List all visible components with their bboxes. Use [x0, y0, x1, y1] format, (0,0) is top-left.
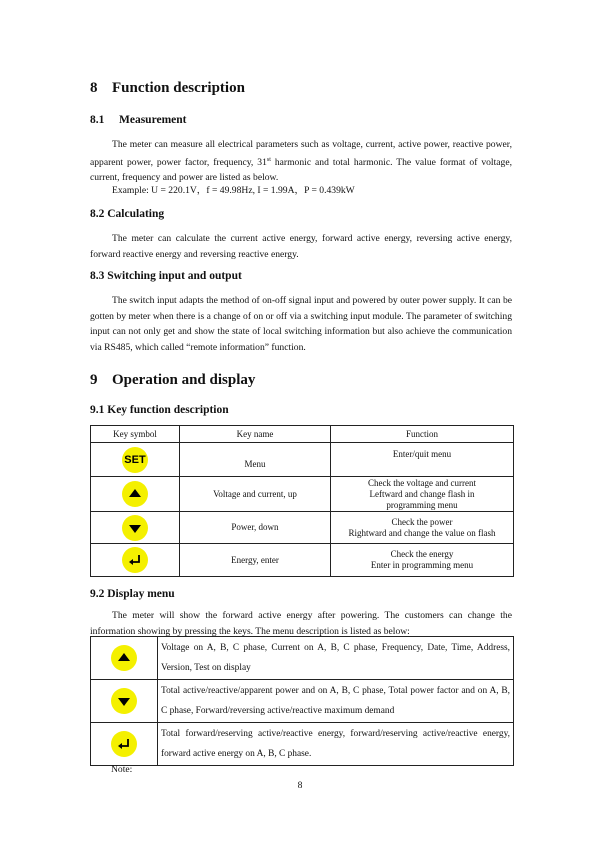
key-name-cell: Voltage and current, up — [180, 477, 331, 512]
section-8-1-heading — [90, 114, 187, 126]
table-header-row — [91, 426, 514, 443]
display-menu-table — [90, 636, 514, 766]
key-function-table — [90, 425, 514, 577]
menu-description-cell: Total active/reactive/apparent power and on A, B, C phase, Total power factor and on A, B, C phase, Forward/reversing active/reactive maximum demand — [158, 680, 514, 723]
section-9-1-heading: 9.1 Key function description — [90, 404, 229, 416]
up-arrow-key-icon — [111, 645, 137, 671]
section-8-3-heading: 8.3 Switching input and output — [90, 270, 242, 282]
function-cell: Check the power Rightward and change the value on flash — [331, 512, 514, 544]
section-8-2-heading: 8.2 Calculating — [90, 208, 165, 220]
enter-key-icon — [111, 731, 137, 757]
function-cell: Check the energy Enter in programming menu — [331, 544, 514, 577]
section-number: 9 — [90, 372, 98, 388]
menu-description-cell: Voltage on A, B, C phase, Current on A, B, C phase, Frequency, Date, Time, Address, Version, Test on display — [158, 637, 514, 680]
key-symbol-cell — [91, 477, 180, 512]
table-row — [91, 443, 514, 477]
note-label: Note: — [111, 764, 133, 775]
key-symbol-cell — [91, 723, 158, 766]
page-number: 8 — [297, 780, 303, 791]
table-row — [91, 680, 514, 723]
section-8-heading — [90, 80, 245, 97]
table-row — [91, 544, 514, 577]
column-header: Key name — [180, 426, 331, 443]
table-row — [91, 477, 514, 512]
enter-key-icon — [122, 547, 148, 573]
section-9-2-heading: 9.2 Display menu — [90, 588, 175, 600]
up-arrow-key-icon — [122, 481, 148, 507]
section-title: Function description — [112, 80, 245, 96]
measurement-example: Example: U = 220.1V，f = 49.98Hz, I = 1.99A，P = 0.439kW — [112, 185, 355, 196]
key-name-cell: Energy, enter — [180, 544, 331, 577]
down-arrow-key-icon — [111, 688, 137, 714]
key-symbol-cell — [91, 544, 180, 577]
key-name-cell: Power, down — [180, 512, 331, 544]
key-symbol-cell — [91, 443, 180, 477]
key-symbol-cell — [91, 680, 158, 723]
measurement-paragraph: The meter can measure all electrical parameters such as voltage, current, active power, reactive power, apparent power, power factor, frequency, 31st harmonic and total harmonic. The value format of voltage, current, frequency and power are listed as below. — [90, 139, 512, 184]
key-symbol-cell — [91, 637, 158, 680]
set-key-icon: SET — [122, 447, 148, 473]
section-9-heading — [90, 372, 255, 389]
menu-description-cell: Total forward/reserving active/reactive energy, forward/reserving active/reactive energy, forward active energy on A, B, C phase. — [158, 723, 514, 766]
table-row — [91, 512, 514, 544]
calculating-paragraph: The meter can calculate the current active energy, forward active energy, reversing active energy, forward reactive energy and reversing reactive energy. — [90, 233, 512, 260]
table-row — [91, 637, 514, 680]
column-header: Key symbol — [91, 426, 180, 443]
subsection-title: Measurement — [119, 114, 187, 126]
key-symbol-cell — [91, 512, 180, 544]
column-header: Function — [331, 426, 514, 443]
function-cell: Check the voltage and current Leftward and change flash in programming menu — [331, 477, 514, 512]
section-title: Operation and display — [112, 372, 256, 388]
down-arrow-key-icon — [122, 515, 148, 541]
table-row — [91, 723, 514, 766]
section-number: 8 — [90, 80, 98, 96]
subsection-number: 8.1 — [90, 114, 105, 126]
switching-paragraph: The switch input adapts the method of on-off signal input and powered by outer power supply. It can be gotten by meter when there is a change of on or off via a switching input module. The parameter of switching input can not only get and show the state of local switching information but also achieve the communication via RS485, which called “remote information” function. — [90, 295, 512, 353]
key-name-cell: Menu — [180, 443, 331, 477]
display-menu-paragraph: The meter will show the forward active energy after powering. The customers can change the information showing by pressing the keys. The menu description is listed as below: — [90, 610, 512, 637]
function-cell: Enter/quit menu — [331, 443, 514, 477]
